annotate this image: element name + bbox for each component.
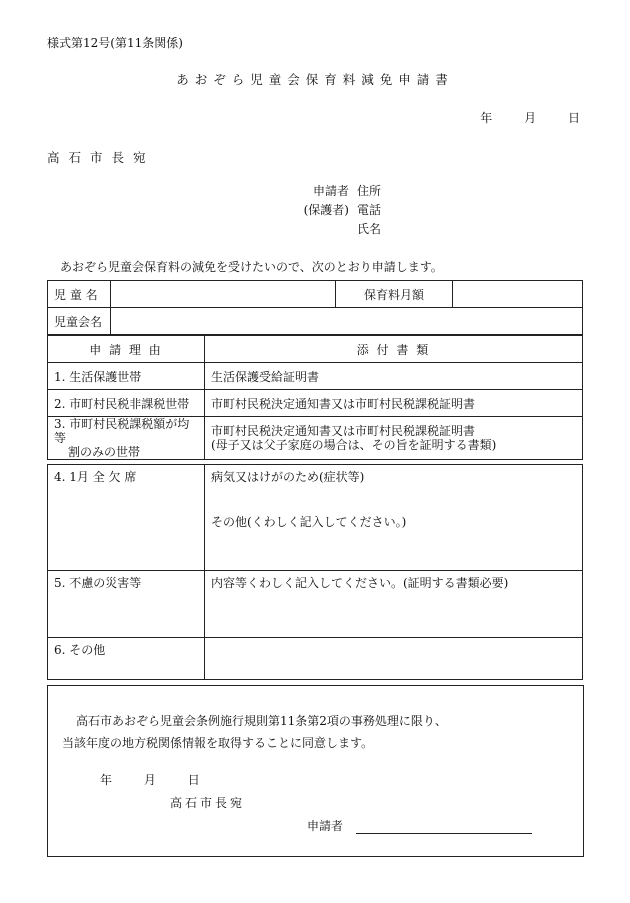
consent-month: 月 [143,773,156,787]
docs-header: 添 付 書 類 [205,336,583,363]
reason-2: 2. 市町村民税非課税世帯 [48,390,205,417]
reason-1: 1. 生活保護世帯 [48,363,205,390]
fee-label: 保育料月額 [336,281,453,308]
year-label: 年 [480,111,493,125]
detail-table [47,464,583,680]
reason-5: 5. 不慮の災害等 [48,571,205,638]
child-name-label: 児 童 名 [48,281,111,308]
fee-field[interactable] [453,281,583,308]
applicant-block [291,182,381,239]
applicant-label: 申請者 [312,184,349,198]
consent-applicant-label: 申請者 [307,819,344,833]
detail-6[interactable] [205,638,583,680]
detail-5-line1: 内容等くわしく記入してください。(証明する書類必要) [211,576,509,590]
form-number: 様式第12号(第11条関係) [47,36,183,50]
consent-day: 日 [187,773,200,787]
docs-3-line1: 市町村民税決定通知書又は市町村民税課税証明書 [211,424,476,438]
name-label: 氏名 [357,222,382,236]
consent-date [100,771,218,788]
consent-addressee: 高石市長宛 [170,796,246,810]
date-line [458,109,580,126]
club-field[interactable] [111,308,583,335]
consent-year: 年 [100,773,113,787]
docs-3-line2: (母子又は父子家庭の場合は、その旨を証明する書類) [211,438,497,452]
docs-2: 市町村民税決定通知書又は市町村民税課税証明書 [205,390,583,417]
detail-4-line2: その他(くわしく記入してください。) [211,515,407,529]
reason-3-line2: 割のみの世帯 [68,445,141,459]
guardian-label: (保護者) [303,203,349,217]
day-label: 日 [567,111,580,125]
form-title: あおぞら児童会保育料減免申請書 [176,72,454,87]
detail-4-line1: 病気又はけがのため(症状等) [211,470,365,484]
club-label: 児童会名 [48,308,111,335]
phone-label: 電話 [357,203,382,217]
intro-text: あおぞら児童会保育料の減免を受けたいので、次のとおり申請します。 [60,260,443,274]
consent-line2: 当該年度の地方税関係情報を取得することに同意します。 [62,736,374,750]
reason-header: 申 請 理 由 [48,336,205,363]
docs-3 [205,417,583,460]
reason-3 [48,417,205,460]
reason-3-line1: 3. 市町村民税課税額が均等 [54,417,190,445]
detail-4[interactable] [205,465,583,571]
month-label: 月 [524,111,537,125]
reason-4: 4. 1月 全 欠 席 [48,465,205,571]
consent-line1: 高石市あおぞら児童会条例施行規則第11条第2項の事務処理に限り、 [76,714,447,728]
detail-5[interactable] [205,571,583,638]
reason-6: 6. その他 [48,638,205,680]
signature-line[interactable] [356,833,532,834]
child-info-table [47,280,583,335]
docs-1: 生活保護受給証明書 [205,363,583,390]
child-name-field[interactable] [111,281,336,308]
reason-table [47,335,583,460]
address-label: 住所 [357,184,382,198]
addressee: 高石市長宛 [47,150,155,165]
